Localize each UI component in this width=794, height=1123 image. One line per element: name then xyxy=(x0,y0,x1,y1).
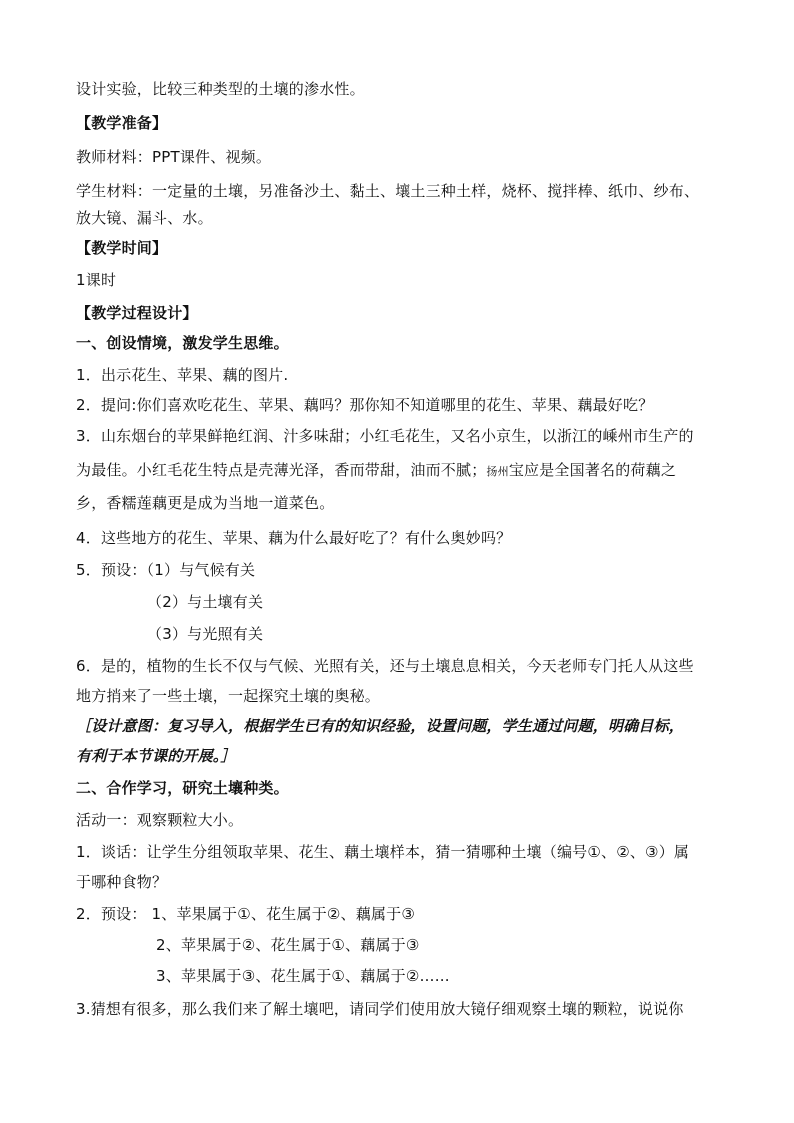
text-line-item-5-option-3: （3）与光照有关 xyxy=(147,625,264,643)
text-line-activity-1: 活动一：观察颗粒大小。 xyxy=(76,811,244,829)
text-line-item-3: 3．山东烟台的苹果鲜艳红润、汁多味甜；小红毛花生，又名小京生，以浙江的嵊州市生产的 xyxy=(76,427,694,445)
text-line-talk-cont: 于哪种食物？ xyxy=(76,873,168,891)
design-intent-note: ［设计意图：复习导入，根据学生已有的知识经验，设置问题，学生通过问题，明确目标， xyxy=(76,717,685,735)
text-line-item-5-option-2: （2）与土壤有关 xyxy=(147,593,264,611)
text-line-talk: 1．谈话：让学生分组领取苹果、花生、藕土壤样本，猜一猜哪种土壤（编号①、②、③）属 xyxy=(76,843,690,861)
text-segment: 为最佳。小红毛花生特点是壳薄光泽，香而带甜，油而不腻； xyxy=(76,461,487,479)
text-line-prediction-1: 2．预设： 1、苹果属于①、花生属于②、藕属于③ xyxy=(76,905,415,923)
text-line-item-6: 6．是的，植物的生长不仅与气候、光照有关，还与土壤息息相关，今天老师专门托人从这些 xyxy=(76,657,694,675)
text-line-item-3-end: 乡，香糯莲藕更是成为当地一道菜色。 xyxy=(76,494,335,512)
text-line-student-materials: 学生材料：一定量的土壤，另准备沙土、黏土、壤土三种土样，烧杯、搅拌棒、纸巾、纱布、 xyxy=(76,182,700,200)
text-line-item-2: 2．提问:你们喜欢吃花生、苹果、藕吗？那你知不知道哪里的花生、苹果、藕最好吃？ xyxy=(76,396,654,414)
text-line-item-5: 5．预设：（1）与气候有关 xyxy=(76,561,256,579)
text-line-prediction-3: 3、苹果属于③、花生属于①、藕属于②…… xyxy=(156,967,450,985)
text-line-duration: 1课时 xyxy=(76,271,117,289)
section-heading-two: 二、合作学习，研究土壤种类。 xyxy=(76,779,289,797)
text-line-item-4: 4．这些地方的花生、苹果、藕为什么最好吃了？有什么奥妙吗？ xyxy=(76,529,512,547)
text-line-experiment: 设计实验，比较三种类型的土壤的渗水性。 xyxy=(76,80,365,98)
text-line-item-1: 1．出示花生、苹果、藕的图片. xyxy=(76,366,289,384)
heading-time: 【教学时间】 xyxy=(76,239,168,257)
heading-process: 【教学过程设计】 xyxy=(76,304,198,322)
heading-preparation: 【教学准备】 xyxy=(76,114,168,132)
text-segment: 宝应是全国著名的荷藕之 xyxy=(508,461,677,479)
text-line-teacher-materials: 教师材料：PPT课件、视频。 xyxy=(76,148,272,166)
section-heading-one: 一、创设情境，激发学生思维。 xyxy=(76,334,289,352)
text-line-observe: 3.猜想有很多，那么我们来了解土壤吧，请同学们使用放大镜仔细观察土壤的颗粒，说说你 xyxy=(76,1000,684,1018)
design-intent-note-cont: 有利于本节课的开展。］ xyxy=(76,747,236,765)
text-line-item-3-cont xyxy=(76,460,726,482)
text-line-item-6-cont: 地方捎来了一些土壤，一起探究土壤的奥秘。 xyxy=(76,687,381,705)
text-segment-small: 扬州 xyxy=(486,465,509,478)
text-line-student-materials-cont: 放大镜、漏斗、水。 xyxy=(76,209,213,227)
text-line-prediction-2: 2、苹果属于②、花生属于①、藕属于③ xyxy=(156,936,420,954)
